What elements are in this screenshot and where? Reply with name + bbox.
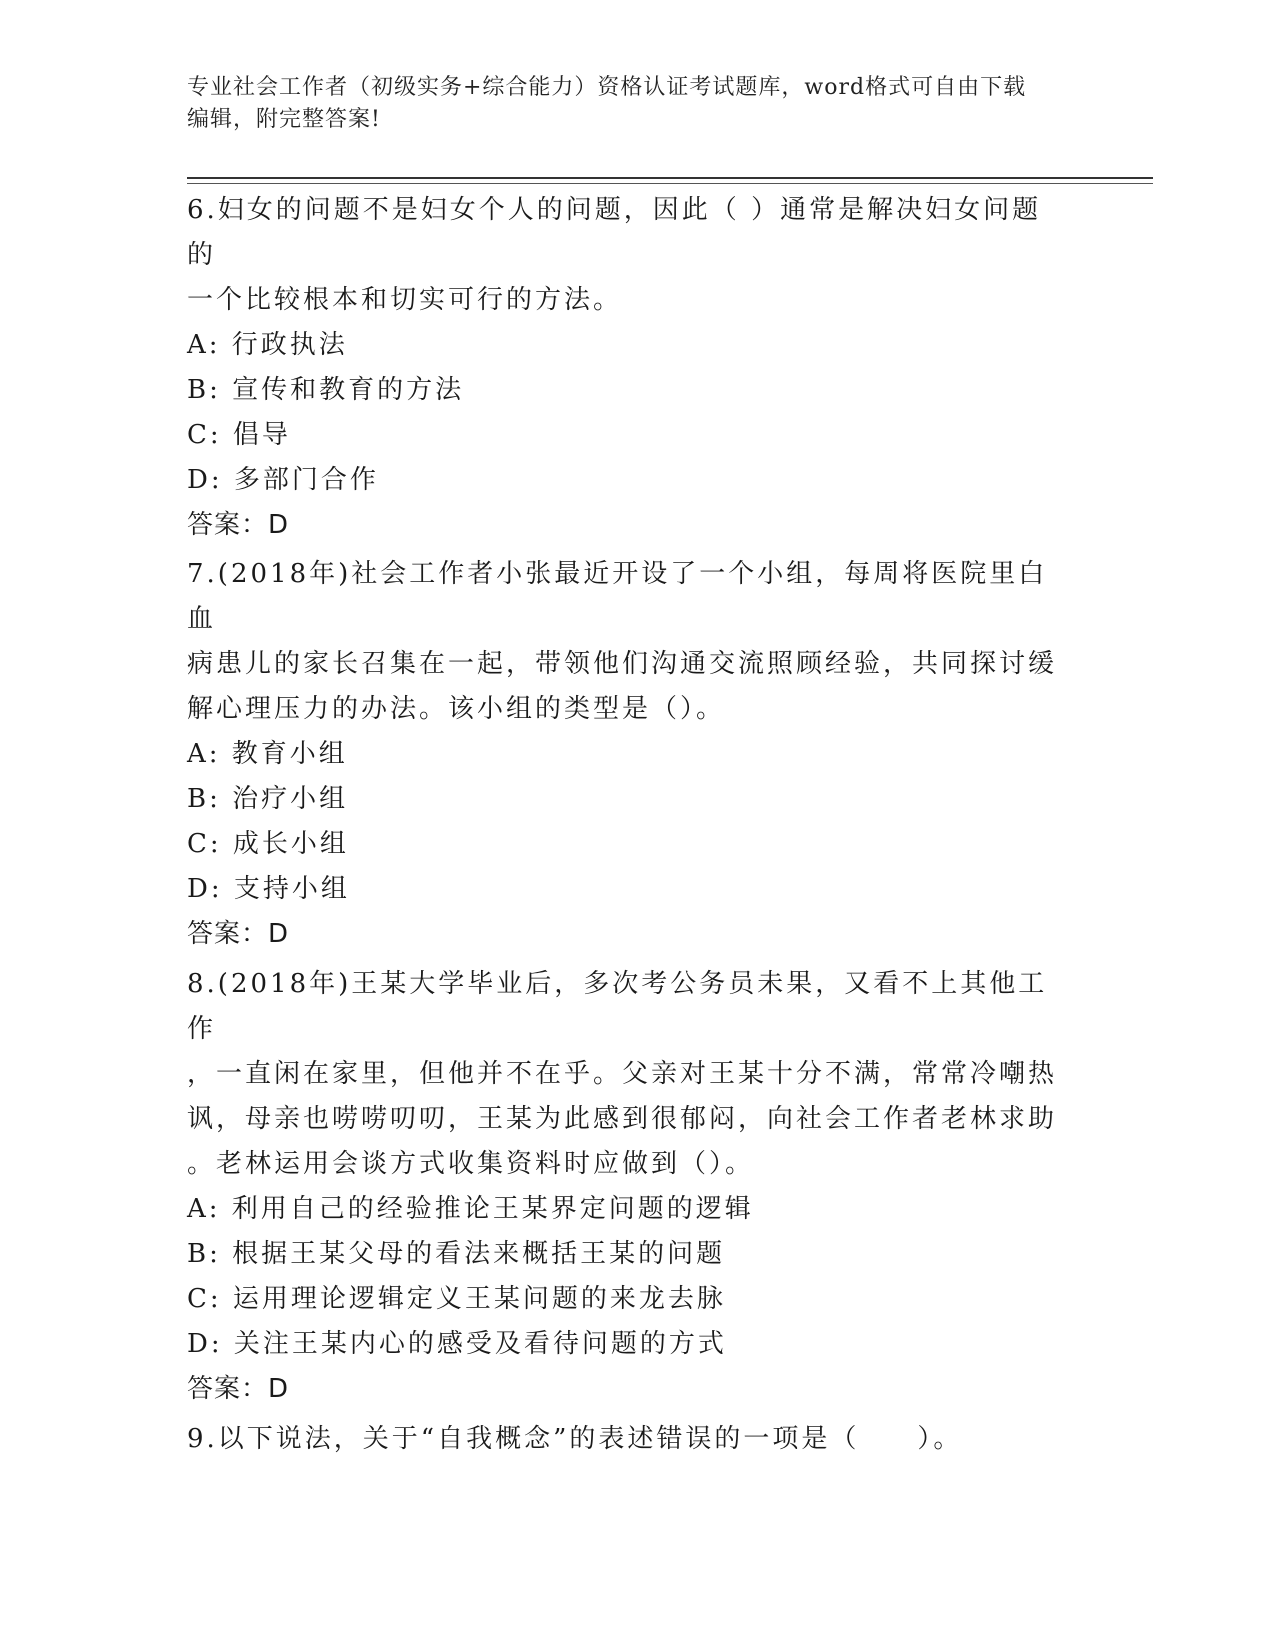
question-8 bbox=[187, 962, 1067, 1412]
question-stem-line: 。老林运用会谈方式收集资料时应做到（）。 bbox=[187, 1149, 755, 1179]
answer-line: 答案：D bbox=[187, 1374, 290, 1404]
question-stem-line: 9.以下说法，关于“自我概念”的表述错误的一项是（ ）。 bbox=[187, 1424, 963, 1454]
header-line-2: 编辑，附完整答案! bbox=[187, 107, 381, 132]
question-stem-line: 解心理压力的办法。该小组的类型是（）。 bbox=[187, 694, 726, 724]
question-stem-line: 6.妇女的问题不是妇女个人的问题，因此（ ）通常是解决妇女问题的 bbox=[187, 195, 1042, 270]
option-d: D: 支持小组 bbox=[187, 874, 350, 904]
option-a: A: 教育小组 bbox=[187, 739, 348, 769]
option-c: C: 成长小组 bbox=[187, 829, 349, 859]
header-divider-thin bbox=[187, 183, 1153, 184]
question-stem-line: 一个比较根本和切实可行的方法。 bbox=[187, 285, 623, 315]
option-b: B: 治疗小组 bbox=[187, 784, 349, 814]
option-d: D: 关注王某内心的感受及看待问题的方式 bbox=[187, 1329, 727, 1359]
option-a: A: 行政执法 bbox=[187, 330, 348, 360]
answer-line: 答案：D bbox=[187, 510, 290, 540]
option-b: B: 宣传和教育的方法 bbox=[187, 375, 465, 405]
option-c: C: 倡导 bbox=[187, 420, 291, 450]
document-header bbox=[187, 72, 1087, 136]
answer-line: 答案：D bbox=[187, 919, 290, 949]
option-d: D: 多部门合作 bbox=[187, 465, 379, 495]
header-line-1: 专业社会工作者（初级实务+综合能力）资格认证考试题库，word格式可自由下载 bbox=[187, 75, 1027, 100]
question-stem-line: 8.(2018年)王某大学毕业后，多次考公务员未果，又看不上其他工作 bbox=[187, 969, 1048, 1044]
question-stem-line: 病患儿的家长召集在一起，带领他们沟通交流照顾经验，共同探讨缓 bbox=[187, 649, 1058, 679]
question-stem-line: ，一直闲在家里，但他并不在乎。父亲对王某十分不满，常常冷嘲热 bbox=[187, 1059, 1058, 1089]
header-divider-thick bbox=[187, 177, 1153, 179]
question-6 bbox=[187, 188, 1067, 548]
question-7 bbox=[187, 552, 1067, 957]
question-stem-line: 7.(2018年)社会工作者小张最近开设了一个小组，每周将医院里白血 bbox=[187, 559, 1048, 634]
question-9 bbox=[187, 1417, 1067, 1462]
question-stem-line: 讽，母亲也唠唠叨叨，王某为此感到很郁闷，向社会工作者老林求助 bbox=[187, 1104, 1058, 1134]
option-c: C: 运用理论逻辑定义王某问题的来龙去脉 bbox=[187, 1284, 726, 1314]
option-a: A: 利用自己的经验推论王某界定问题的逻辑 bbox=[187, 1194, 754, 1224]
option-b: B: 根据王某父母的看法来概括王某的问题 bbox=[187, 1239, 726, 1269]
